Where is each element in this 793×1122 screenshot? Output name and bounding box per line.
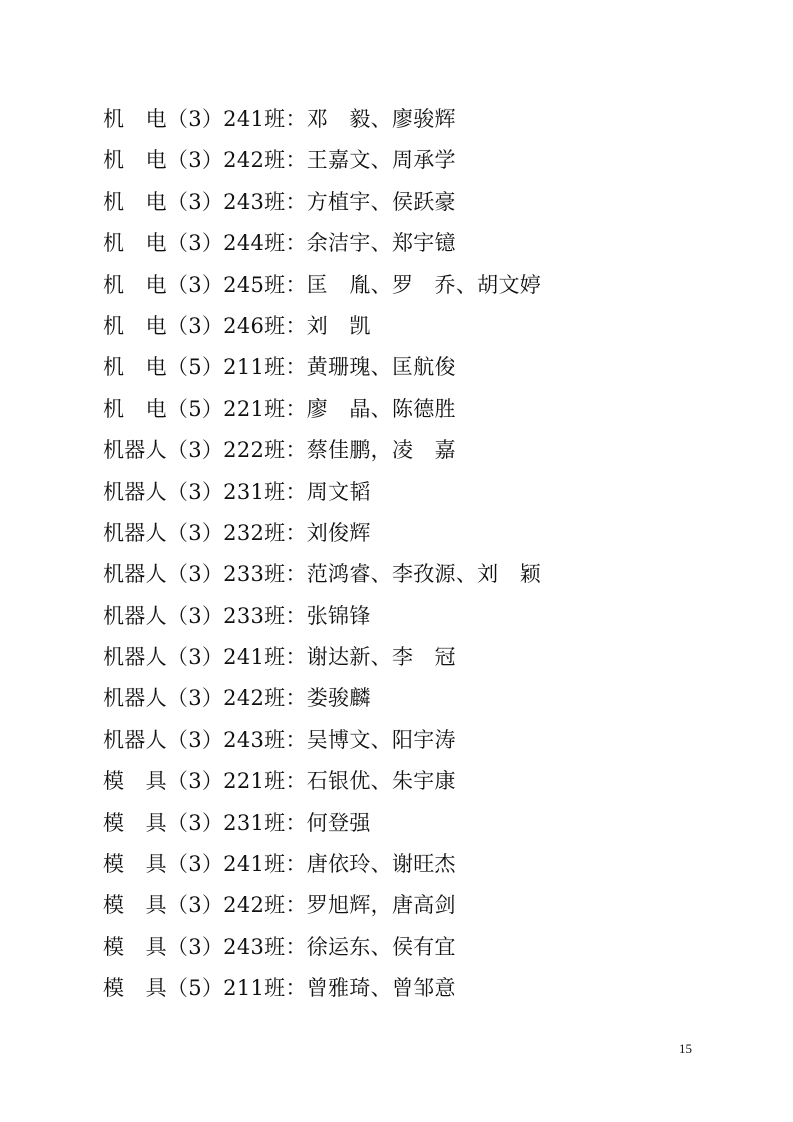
list-item: 机器人（3）242班：娄骏麟 xyxy=(103,686,371,711)
list-item: 机器人（3）231班：周文韬 xyxy=(103,479,371,504)
list-item: 机 电（5）221班：廖 晶、陈德胜 xyxy=(103,396,456,421)
list-item: 模 具（3）231班：何登强 xyxy=(103,810,371,835)
list-item: 机 电（3）242班：王嘉文、周承学 xyxy=(103,148,456,173)
list-item: 机器人（3）233班：范鸿睿、李孜源、刘 颖 xyxy=(103,562,542,587)
list-item: 模 具（3）243班：徐运东、侯有宜 xyxy=(103,934,456,959)
list-item: 模 具（3）221班：石银优、朱宇康 xyxy=(103,769,456,794)
list-item: 模 具（3）241班：唐依玲、谢旺杰 xyxy=(103,852,456,877)
page-number: 15 xyxy=(679,1041,692,1056)
list-item: 机器人（3）232班：刘俊辉 xyxy=(103,520,371,545)
list-item: 机器人（3）243班：吴博文、阳宇涛 xyxy=(103,727,456,752)
list-item: 机 电（3）244班：余洁宇、郑宇镱 xyxy=(103,231,456,256)
list-item: 模 具（3）242班：罗旭辉，唐高剑 xyxy=(103,893,456,918)
list-item: 机器人（3）222班：蔡佳鹏，凌 嘉 xyxy=(103,438,456,463)
list-item: 机 电（3）243班：方植宇、侯跃豪 xyxy=(103,189,456,214)
list-item: 机 电（3）241班：邓 毅、廖骏辉 xyxy=(103,107,456,131)
list-item: 机 电（3）245班：匡 胤、罗 乔、胡文婷 xyxy=(103,272,542,297)
list-item: 机器人（3）241班：谢达新、李 冠 xyxy=(103,645,456,670)
list-item: 机器人（3）233班：张锦锋 xyxy=(103,603,371,628)
list-item: 机 电（3）246班：刘 凯 xyxy=(103,313,371,338)
class-name-list xyxy=(103,100,541,1011)
list-item: 模 具（5）211班：曾雅琦、曾邹意 xyxy=(103,976,456,1001)
list-item: 机 电（5）211班：黄珊瑰、匡航俊 xyxy=(103,355,456,380)
